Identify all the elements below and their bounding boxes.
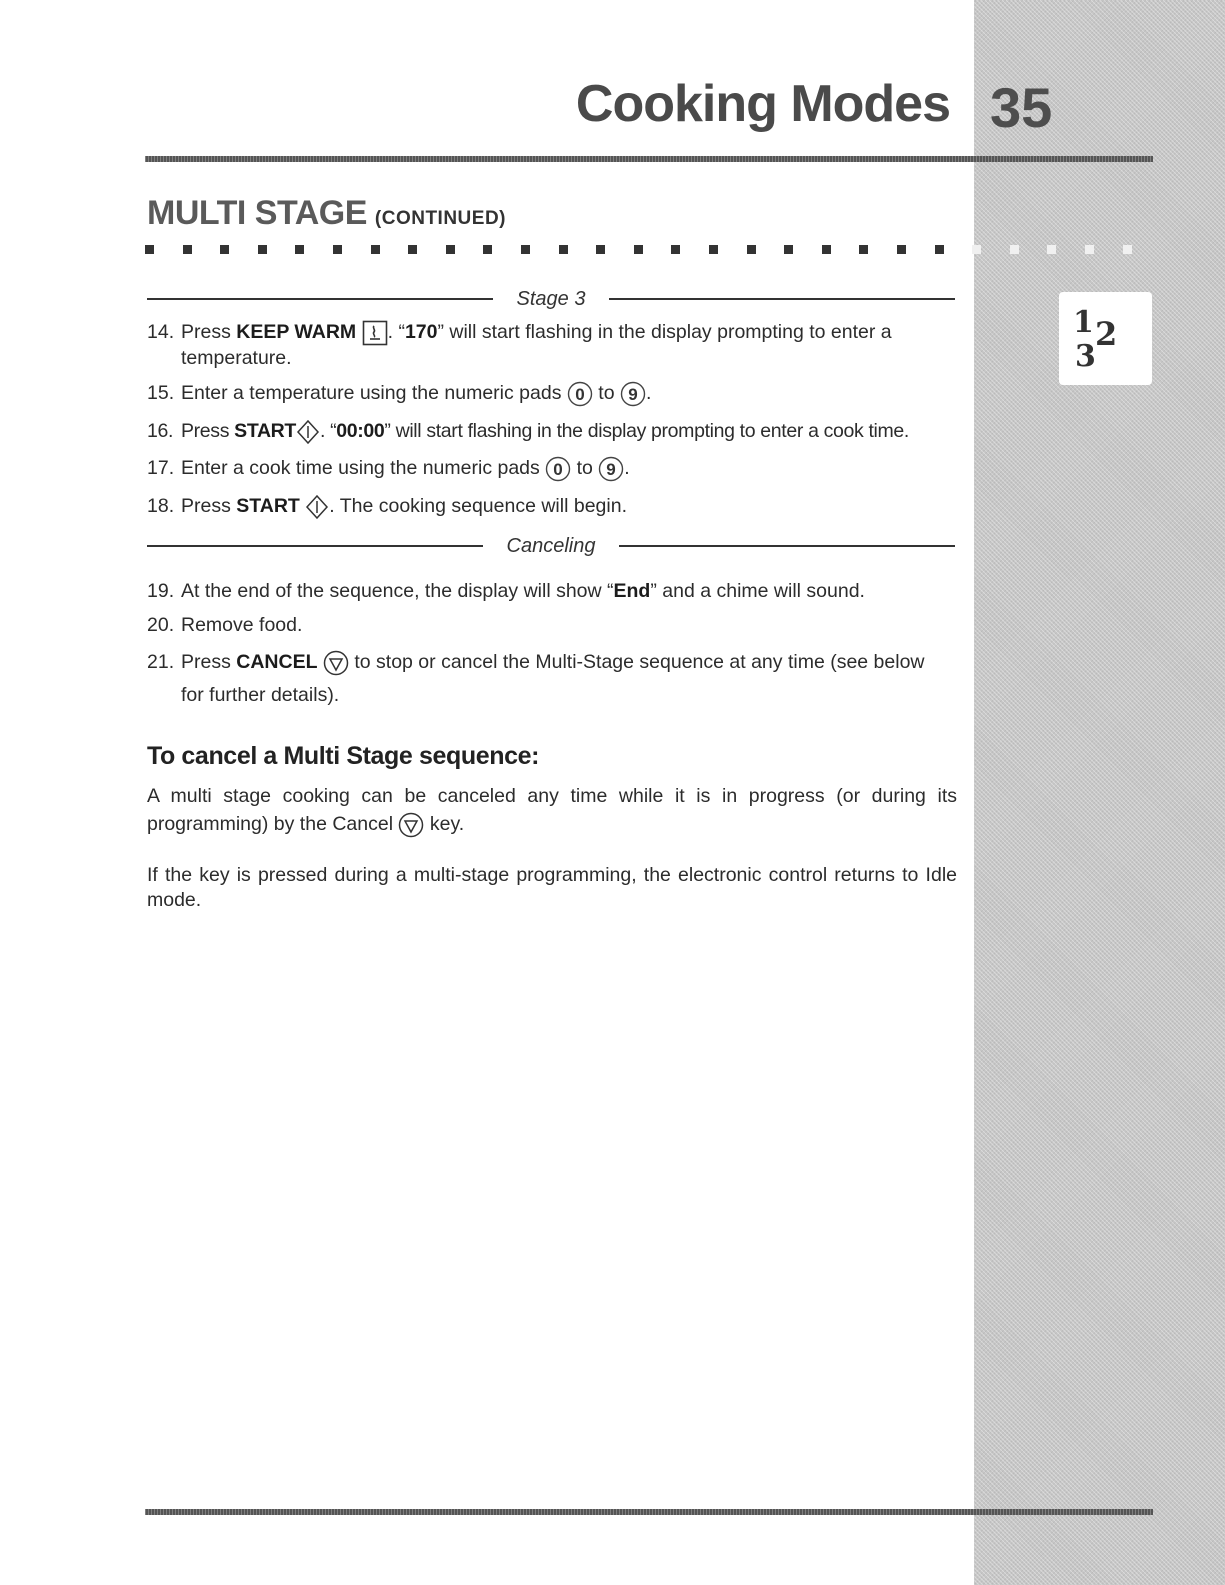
- separator-dot: [1047, 245, 1056, 254]
- cancel-paragraph-1: A multi stage cooking can be canceled any time while it is in progress (or during its programming) by the Cancel key.: [147, 783, 957, 838]
- separator-dot: [784, 245, 793, 254]
- keep-warm-icon: [362, 320, 388, 346]
- separator-dot: [258, 245, 267, 254]
- separator-dot: [295, 245, 304, 254]
- cancel-heading: To cancel a Multi Stage sequence:: [147, 742, 540, 770]
- step-14: 14. Press KEEP WARM . “170” will start flashing in the display prompting to enter a temperature.: [147, 321, 892, 369]
- cancel-icon: [323, 650, 349, 676]
- side-tab-band: [974, 0, 1225, 1585]
- separator-dot: [1085, 245, 1094, 254]
- svg-text:0: 0: [553, 460, 563, 479]
- step-16: 16. Press START . “00:00” will start flashing in the display prompting to enter a cook time.: [147, 419, 955, 445]
- step-20: 20. Remove food.: [147, 614, 303, 636]
- separator-dot: [972, 245, 981, 254]
- section-title: [147, 196, 506, 230]
- start-label: START: [234, 420, 296, 443]
- step-17: 17. Enter a cook time using the numeric pads 0 to 9 .: [147, 456, 955, 482]
- chapter-title: Cooking Modes: [575, 75, 950, 133]
- separator-dot: [559, 245, 568, 254]
- numeric-pad-0-icon: [545, 456, 571, 482]
- step-15: 15. Enter a temperature using the numeric pads 0 to 9 .: [147, 381, 955, 407]
- separator-dot: [935, 245, 944, 254]
- header-rule: [145, 156, 1153, 162]
- svg-text:2: 2: [1095, 315, 1118, 353]
- separator-dot: [446, 245, 455, 254]
- footer-rule: [145, 1509, 1153, 1515]
- separator-dot: [897, 245, 906, 254]
- separator-dot: [1123, 245, 1132, 254]
- svg-text:0: 0: [575, 385, 585, 404]
- separator-dot: [709, 245, 718, 254]
- separator-dot: [333, 245, 342, 254]
- separator-dot: [483, 245, 492, 254]
- svg-text:9: 9: [628, 385, 638, 404]
- start-label: START: [236, 495, 300, 518]
- start-icon: [296, 419, 320, 445]
- page-number: 35: [990, 76, 1053, 139]
- separator-dot: [822, 245, 831, 254]
- section-title-sub: (CONTINUED): [374, 208, 506, 229]
- svg-text:1: 1: [1073, 305, 1094, 340]
- multi-stage-badge: [1059, 292, 1152, 385]
- separator-dot: [220, 245, 229, 254]
- separator-dot: [747, 245, 756, 254]
- canceling-label: Canceling: [506, 534, 596, 557]
- cancel-label: CANCEL: [236, 651, 318, 673]
- separator-dot: [145, 245, 154, 254]
- numeric-pad-0-icon: [567, 381, 593, 407]
- stage-numbers-icon: [1067, 300, 1144, 377]
- stage-3-divider: [147, 287, 955, 311]
- separator-dot: [596, 245, 605, 254]
- dot-separator: [145, 245, 1155, 255]
- separator-dot: [521, 245, 530, 254]
- numeric-pad-9-icon: [598, 456, 624, 482]
- step-18: 18. Press START . The cooking sequence will begin.: [147, 494, 955, 520]
- separator-dot: [671, 245, 680, 254]
- separator-dot: [371, 245, 380, 254]
- keep-warm-label: KEEP WARM: [236, 321, 357, 344]
- numeric-pad-9-icon: [620, 381, 646, 407]
- svg-text:3: 3: [1075, 339, 1096, 374]
- separator-dot: [1010, 245, 1019, 254]
- separator-dot: [183, 245, 192, 254]
- separator-dot: [408, 245, 417, 254]
- step-21: 21. Press CANCEL to stop or cancel the Multi-Stage sequence at any time (see below for further details).: [147, 651, 925, 706]
- separator-dot: [859, 245, 868, 254]
- section-title-main: MULTI STAGE: [147, 194, 367, 232]
- cancel-icon: [398, 812, 424, 838]
- start-icon: [305, 494, 329, 520]
- cancel-paragraph-2: If the key is pressed during a multi-stage programming, the electronic control returns to Idle mode.: [147, 864, 957, 912]
- separator-dot: [634, 245, 643, 254]
- step-19: 19. At the end of the sequence, the display will show “End” and a chime will sound.: [147, 580, 865, 602]
- stage-3-label: Stage 3: [516, 287, 586, 310]
- canceling-divider: [147, 534, 955, 558]
- svg-text:9: 9: [606, 460, 617, 479]
